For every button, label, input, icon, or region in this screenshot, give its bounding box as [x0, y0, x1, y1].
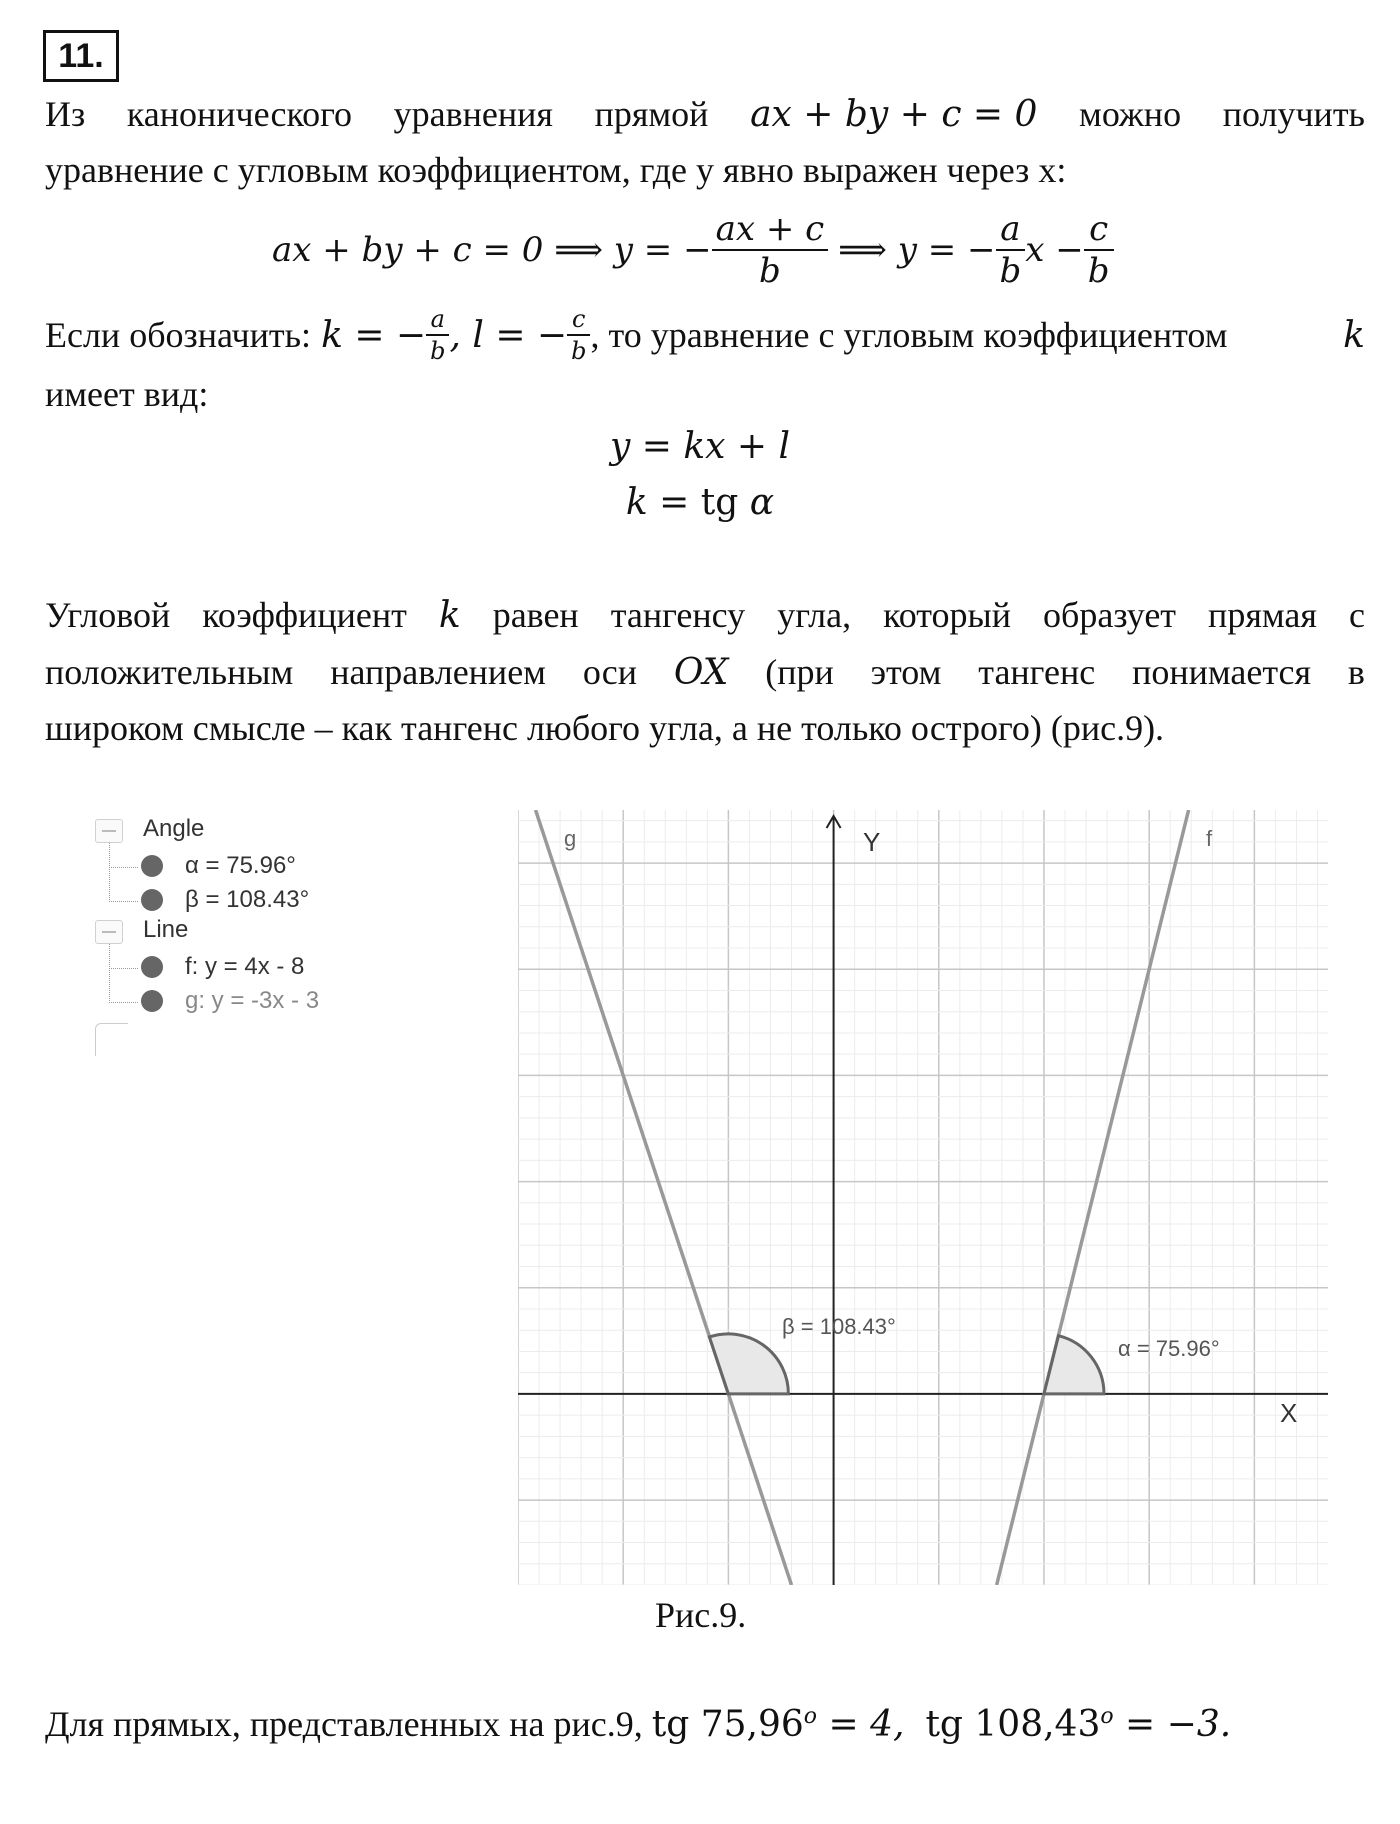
- line-g-item[interactable]: g: y = -3x - 3: [185, 987, 320, 1014]
- formula-k-tg-alpha: k = tg α: [625, 482, 775, 523]
- fraction-a-over-b: $\frac{a}{b}$: [996, 209, 1026, 291]
- grid: [518, 810, 1328, 1585]
- paragraph-line-3: широком смысле – как тангенс любого угла, а не только острого) (рис.9).: [45, 708, 1165, 748]
- line-header: Line: [143, 916, 189, 943]
- angle-alpha-visibility-dot[interactable]: [141, 855, 163, 877]
- conclusion-line: Для прямых, представленных на рис.9, tg $75,96^o = 4$, tg $108,43^o = -3$.: [45, 1704, 1232, 1745]
- line-g-label: g: [564, 826, 577, 851]
- geogebra-algebra-panel: [95, 815, 375, 1065]
- notation-line-2: имеет вид:: [45, 374, 209, 414]
- angle-alpha-item[interactable]: α = 75.96°: [185, 852, 296, 879]
- line-g-visibility-dot[interactable]: [141, 990, 163, 1012]
- fraction-c-over-b: $\frac{c}{b}$: [1084, 209, 1114, 291]
- angle-beta-label: β = 108.43°: [782, 1314, 896, 1339]
- line-f-item[interactable]: f: y = 4x - 8: [185, 953, 305, 980]
- formula-y-kx-l: y = kx + l: [609, 426, 791, 467]
- axis-x-label: X: [1280, 1398, 1298, 1428]
- axis-y-label: Y: [863, 827, 881, 857]
- line-f-label: f: [1206, 826, 1213, 851]
- intro-line-2: уравнение с угловым коэффициентом, где y явно выражен через x:: [45, 150, 1067, 190]
- fraction-l: $\frac{c}{b}$: [567, 304, 590, 366]
- collapse-line-icon[interactable]: [95, 920, 123, 944]
- angle-beta-item[interactable]: β = 108.43°: [185, 886, 310, 913]
- derivation-formula: ax + by + c = 0 ⟹ y = − $\frac{ax + c}{b}$ ⟹ y = − $\frac{a}{b}$ x − $\frac{c}{b}$: [272, 200, 1114, 300]
- input-bar-corner[interactable]: [95, 1023, 128, 1056]
- angle-header: Angle: [143, 815, 205, 842]
- angle-alpha-label: α = 75.96°: [1118, 1336, 1220, 1361]
- paragraph-line-2: положительным направлением оси OX (при этом тангенс понимается в: [45, 652, 1365, 693]
- paragraph-line-1: Угловой коэффициент k равен тангенсу угла, который образует прямая с: [45, 595, 1365, 636]
- fraction-k: $\frac{a}{b}$: [426, 304, 449, 366]
- graph-background: [518, 810, 1328, 1585]
- fraction-ax-c-over-b: $\frac{ax + c}{b}$: [712, 209, 829, 291]
- line-f-visibility-dot[interactable]: [141, 956, 163, 978]
- collapse-angle-icon[interactable]: [95, 819, 123, 843]
- angle-beta-visibility-dot[interactable]: [141, 889, 163, 911]
- notation-line: Если обозначить: k = − $\frac{a}{b}$ , l = − $\frac{c}{b}$ , то уравнение с угловым коэффициентом k: [45, 305, 1365, 365]
- geogebra-graph: [518, 810, 1328, 1585]
- intro-line-1: Из канонического уравнения прямой ax + by + c = 0 можно получить: [45, 94, 1365, 135]
- task-number: 11.: [43, 30, 119, 82]
- figure-caption: Рис.9.: [655, 1595, 747, 1635]
